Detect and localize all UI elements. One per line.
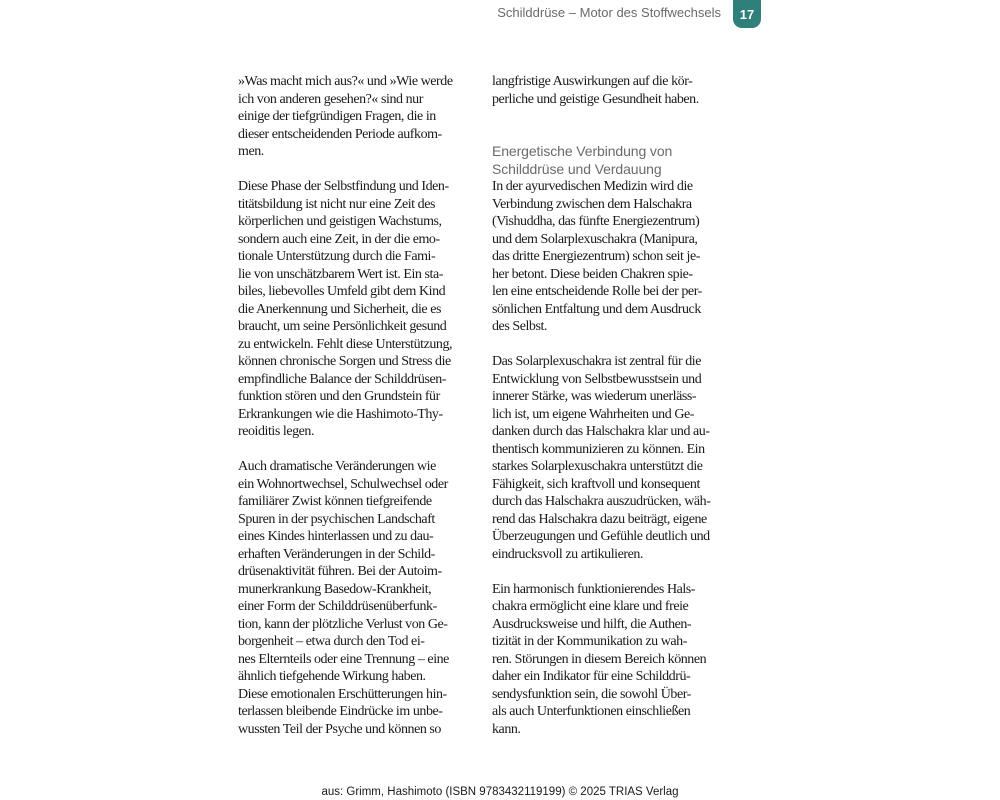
text-line: empfindliche Balance der Schilddrüsen- xyxy=(238,371,446,387)
paragraph xyxy=(238,178,474,441)
text-line: Verbindung zwischen dem Halschakra xyxy=(492,196,692,212)
text-line: dieser entscheidenden Periode aufkom- xyxy=(238,126,442,142)
text-line: Erkrankungen wie die Hashimoto-Thy- xyxy=(238,406,443,422)
text-line: terlassen bleibende Eindrücke im unbe- xyxy=(238,704,443,719)
paragraph-gap xyxy=(492,336,728,354)
paragraph xyxy=(492,178,728,336)
paragraph xyxy=(238,73,474,161)
text-line: rend das Halschakra dazu beiträgt, eigene xyxy=(492,511,707,527)
text-line: (Vishuddha, das fünfte Energiezentrum) xyxy=(492,214,700,229)
text-line: In der ayurvedischen Medizin wird die xyxy=(492,179,693,194)
text-line: sondern auch eine Zeit, in der die emo- xyxy=(238,231,440,247)
paragraph-gap xyxy=(492,563,728,581)
text-line: zu entwickeln. Fehlt diese Unterstützung, xyxy=(238,336,453,352)
paragraph xyxy=(492,581,728,739)
text-line: thentisch kommunizieren zu können. Ein xyxy=(492,441,705,457)
text-line: reoiditis legen. xyxy=(238,424,315,439)
text-line: können chronische Sorgen und Stress die xyxy=(238,354,451,369)
text-line: lich ist, um eigene Wahrheiten und Ge- xyxy=(492,406,694,422)
text-line: als auch Unterfunktionen einschließen xyxy=(492,704,691,719)
text-line: eindrucksvoll zu artikulieren. xyxy=(492,546,643,562)
right-text-column xyxy=(492,73,728,738)
paragraph-gap xyxy=(238,161,474,179)
text-line: langfristige Auswirkungen auf die kör- xyxy=(492,74,693,89)
source-footer: aus: Grimm, Hashimoto (ISBN 9783432119199) © 2025 TRIAS Verlag xyxy=(321,786,679,798)
text-line: durch das Halschakra auszudrücken, wäh- xyxy=(492,494,711,509)
text-line: titätsbildung ist nicht nur eine Zeit des xyxy=(238,196,435,212)
text-line: körperlichen und geistigen Wachstums, xyxy=(238,214,442,229)
text-line: tizität in der Kommunikation zu wah- xyxy=(492,634,687,649)
text-line: Das Solarplexuschakra ist zentral für die xyxy=(492,354,701,369)
paragraph xyxy=(492,73,728,108)
text-line: das dritte Energiezentrum) schon seit je- xyxy=(492,249,700,264)
text-line: Überzeugungen und Gefühle deutlich und xyxy=(492,529,710,544)
text-line: ren. Störungen in diesem Bereich können xyxy=(492,651,707,667)
text-line: len eine entscheidende Rolle bei der per- xyxy=(492,284,702,299)
text-line: nes Elternteils oder eine Trennung – eine xyxy=(238,651,449,667)
text-line: erhaften Veränderungen in der Schild- xyxy=(238,546,435,562)
text-line: tion, kann der plötzliche Verlust von Ge- xyxy=(238,616,448,632)
page-number-badge: 17 xyxy=(733,0,761,28)
heading-line: Schilddrüse und Verdauung xyxy=(492,160,662,177)
text-line: Entwicklung von Selbstbewusstsein und xyxy=(492,371,702,387)
text-line: men. xyxy=(238,144,264,159)
text-line: biles, liebevolles Umfeld gibt dem Kind xyxy=(238,284,446,299)
text-line: Ein harmonisch funktionierendes Hals- xyxy=(492,581,696,597)
text-line: braucht, um seine Persönlichkeit gesund xyxy=(238,319,447,334)
left-text-column xyxy=(238,73,474,738)
text-line: die Anerkennung und Sicherheit, die es xyxy=(238,301,441,317)
text-line: innerer Stärke, was wiederum unerläss- xyxy=(492,389,697,404)
text-line: funktion stören und den Grundstein für xyxy=(238,389,440,404)
paragraph xyxy=(492,353,728,563)
text-line: ich von anderen gesehen?« sind nur xyxy=(238,91,423,107)
text-line: Diese emotionalen Erschütterungen hin- xyxy=(238,686,447,702)
text-line: und dem Solarplexuschakra (Manipura, xyxy=(492,231,698,247)
paragraph-gap xyxy=(238,441,474,459)
text-line: starkes Solarplexuschakra unterstützt die xyxy=(492,459,703,474)
text-line: tionale Unterstützung durch die Fami- xyxy=(238,249,436,264)
text-line: munerkrankung Basedow-Krankheit, xyxy=(238,581,432,597)
paragraph-gap xyxy=(492,126,728,144)
text-line: wussten Teil der Psyche und können so xyxy=(238,721,441,737)
text-line: ähnlich tiefgehende Wirkung haben. xyxy=(238,669,426,684)
text-line: sönlichen Entfaltung und dem Ausdruck xyxy=(492,301,701,317)
text-line: »Was macht mich aus?« und »Wie werde xyxy=(238,74,453,89)
text-line: her betont. Diese beiden Chakren spie- xyxy=(492,266,693,282)
running-title: Schilddrüse – Motor des Stoffwechsels xyxy=(497,5,721,20)
text-line: perliche und geistige Gesundheit haben. xyxy=(492,91,699,107)
text-line: ein Wohnortwechsel, Schulwechsel oder xyxy=(238,476,448,492)
text-line: Ausdrucksweise und hilft, die Authen- xyxy=(492,616,692,632)
text-line: Fähigkeit, sich kraftvoll und konsequent xyxy=(492,476,700,492)
text-line: borgenheit – etwa durch den Tod ei- xyxy=(238,634,425,649)
text-line: einer Form der Schilddrüsenüberfunk- xyxy=(238,599,437,614)
text-line: familiärer Zwist können tiefgreifende xyxy=(238,494,432,509)
text-line: Diese Phase der Selbstfindung und Iden- xyxy=(238,179,449,194)
text-line: drüsenaktivität führen. Bei der Autoim- xyxy=(238,564,442,579)
text-line: daher ein Indikator für eine Schilddrü- xyxy=(492,669,691,684)
heading-line: Energetische Verbindung von xyxy=(492,143,673,159)
text-line: eines Kindes hinterlassen und zu dau- xyxy=(238,529,434,544)
text-line: einige der tiefgründigen Fragen, die in xyxy=(238,109,436,124)
text-line: Spuren in der psychischen Landschaft xyxy=(238,511,435,527)
text-line: des Selbst. xyxy=(492,319,547,334)
text-line: danken durch das Halschakra klar und au- xyxy=(492,424,710,439)
text-line: chakra ermöglicht eine klare und freie xyxy=(492,599,689,614)
text-line: Auch dramatische Veränderungen wie xyxy=(238,459,436,474)
section-heading xyxy=(492,143,728,178)
text-line: sendysfunktion sein, die sowohl Über- xyxy=(492,686,691,702)
text-line: kann. xyxy=(492,721,521,737)
paragraph xyxy=(238,458,474,738)
paragraph-gap xyxy=(492,108,728,126)
text-line: lie von unschätzbarem Wert ist. Ein sta- xyxy=(238,266,443,282)
